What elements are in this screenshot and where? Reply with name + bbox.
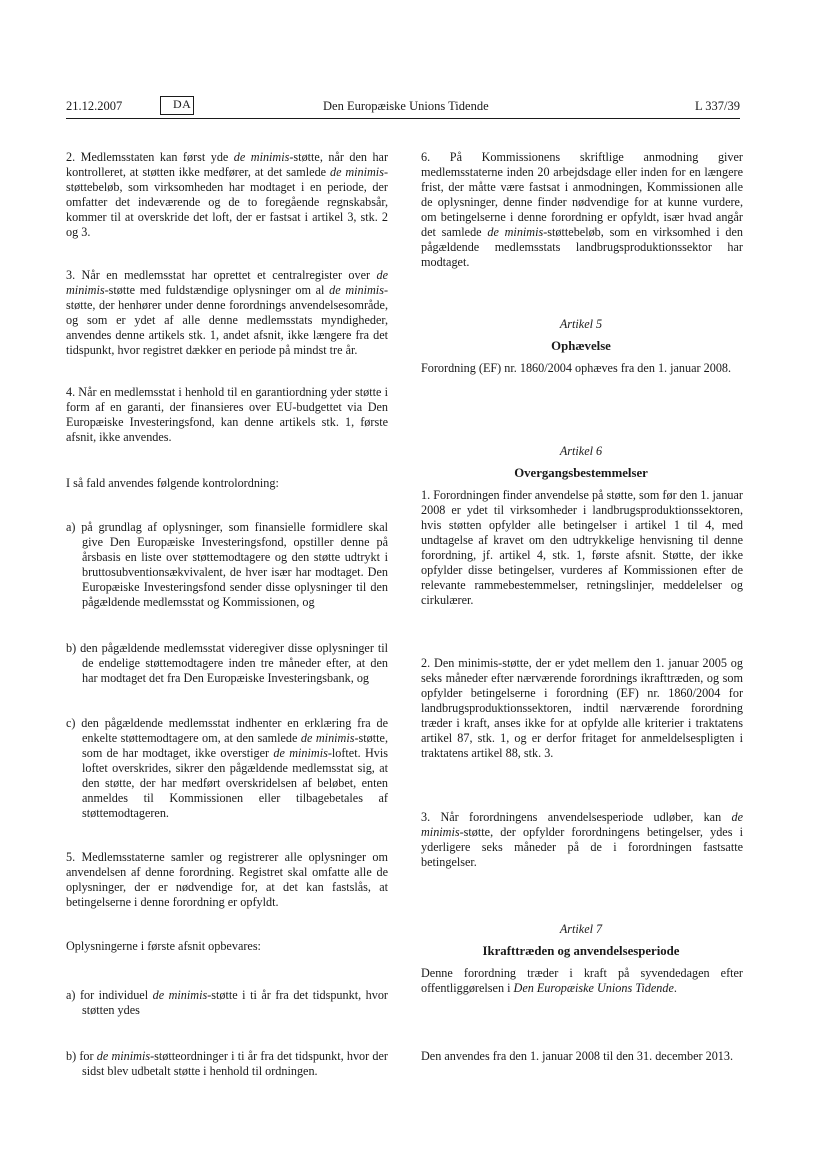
article-6-paragraph-1: 1. Forordningen finder anvendelse på støtte, som før den 1. januar 2008 er ydet til virksomheder i landbrugsproduktionssektoren, hvis støtten opfylder alle betingelser i artikel 1 til 4, med undtagelse af kravet om den udtrykkelige henvisning til denne forordning, jf. artikel 4, stk. 1, første afsnit. Støtte, der ikke opfylder disse betingelser, vurderes af Kommissionen efter de relevante rammebestemmelser, retningslinjer, meddelelser og cirkulærer.: [421, 488, 743, 607]
storage-item-b: b) for de minimis-støtteordninger i ti år fra det tidspunkt, hvor der sidst blev udbetalt støtte i henhold til ordningen.: [66, 1049, 388, 1078]
header-rule: [66, 118, 740, 119]
article-6-label: Artikel 6: [559, 444, 603, 458]
article-5-label: Artikel 5: [559, 317, 603, 331]
paragraph-3: 3. Når en medlemsstat har oprettet et centralregister over de minimis-støtte med fuldstændige oplysninger om al de minimis-støtte, der henhører under denne forordnings anvendelsesområde, og som er ydet af alle denne medlemsstats myndigheder, anvendes denne artikels stk. 1, andet afsnit, ikke længere fra det tidspunkt, hvor registret dækker en periode på mindst tre år.: [66, 268, 389, 357]
storage-intro: Oplysningerne i første afsnit opbevares:: [66, 939, 261, 953]
paragraph-5: 5. Medlemsstaterne samler og registrerer alle oplysninger om anvendelsen af denne forordning. Registret skal omfatte alle de oplysninger, der er nødvendige for, at det kan fastslås, at betingelserne i denne forordning er opfyldt.: [66, 850, 388, 909]
article-5-text: Forordning (EF) nr. 1860/2004 ophæves fra den 1. januar 2008.: [421, 361, 732, 375]
article-7-title: Ikrafttræden og anvendelsesperiode: [482, 944, 680, 958]
article-7-label: Artikel 7: [559, 922, 603, 936]
list-item-a: a) på grundlag af oplysninger, som finansielle formidlere skal give Den Europæiske Investeringsfond, opstiller denne på årsbasis en liste over støttemodtagere og den støtte udtrykt i bruttosubventionsækvivalent, de hver især har modtaget. Den Europæiske Investeringsfond sender disse oplysninger til den pågældende medlemsstat og Kommissionen, og: [66, 520, 388, 609]
header-language: DA: [173, 97, 192, 111]
article-6-paragraph-2: 2. Den minimis-støtte, der er ydet mellem den 1. januar 2005 og seks måneder efter nærværende forordnings ikrafttræden, og som opfylder betingelserne i forordning (EF) nr. 1860/2004 for landbrugsproduktionssektoren, indtil nærværende forordning træder i kraft, anses ikke for at opfylde alle kriterier i traktatens artikel 87, stk. 1, og er derfor fritaget for anmeldelsespligten i traktatens artikel 88, stk. 3.: [421, 656, 743, 760]
list-item-c: c) den pågældende medlemsstat indhenter en erklæring fra de enkelte støttemodtagere om, at den samlede de minimis-støtte, som de har modtaget, ikke overstiger de minimis-loftet. Hvis loftet overskrides, sikrer den pågældende medlemsstat sig, at den støtte, der har medført overskridelsen af beløbet, enten anmeldes til Kommissionen eller tilbagebetales af støttemodtageren.: [66, 716, 388, 820]
control-intro: I så fald anvendes følgende kontrolordning:: [66, 476, 279, 490]
paragraph-6: 6. På Kommissionens skriftlige anmodning giver medlemsstaterne inden 20 arbejdsdage eller inden for en længere frist, der måtte være fastsat i anmodningen, Kommissionen alle de oplysninger, denne finder nødvendige for at kunne vurdere, om betingelserne i denne forordning er opfyldt, især hvad angår det samlede de minimis-støttebeløb, som en virksomhed i den pågældende medlemsstats landbrugsproduktionssektor har modtaget.: [421, 150, 743, 269]
header-journal-title: Den Europæiske Unions Tidende: [323, 99, 489, 113]
paragraph-4: 4. Når en medlemsstat i henhold til en garantiordning yder støtte i form af en garanti, der finansieres over EU-budgettet via Den Europæiske Investeringsfond, kan denne artikels stk. 1, første afsnit, ikke anvendes.: [66, 385, 388, 444]
header-date: 21.12.2007: [66, 99, 123, 113]
article-7-paragraph-2: Den anvendes fra den 1. januar 2008 til den 31. december 2013.: [421, 1049, 734, 1063]
paragraph-2: 2. Medlemsstaten kan først yde de minimis-støtte, når den har kontrolleret, at støtten ikke medfører, at det samlede de minimis-støttebeløb, som virksomheden har modtaget i en periode, der omfatter det indeværende og de to foregående regnskabsår, kommer til at overskride det loft, der er fastsat i artikel 3, stk. 2 og 3.: [66, 150, 389, 239]
page-header: [66, 96, 740, 116]
article-6-paragraph-3: 3. Når forordningens anvendelsesperiode udløber, kan de minimis-støtte, der opfylder forordningens betingelser, ydes i yderligere seks måneder på de i forordningen fastsatte betingelser.: [421, 810, 743, 869]
storage-item-a: a) for individuel de minimis-støtte i ti år fra det tidspunkt, hvor støtten ydes: [66, 988, 388, 1017]
article-5-title: Ophævelse: [551, 339, 611, 353]
list-item-b: b) den pågældende medlemsstat videregiver disse oplysninger til de endelige støttemodtagere inden tre måneder efter, at den har modtaget det fra Den Europæiske Investeringsbank, og: [66, 641, 388, 685]
article-6-title: Overgangsbestemmelser: [514, 466, 648, 480]
article-7-paragraph-1: Denne forordning træder i kraft på syvendedagen efter offentliggørelsen i Den Europæiske Unions Tidende.: [421, 966, 743, 995]
header-page-number: L 337/39: [694, 99, 740, 113]
